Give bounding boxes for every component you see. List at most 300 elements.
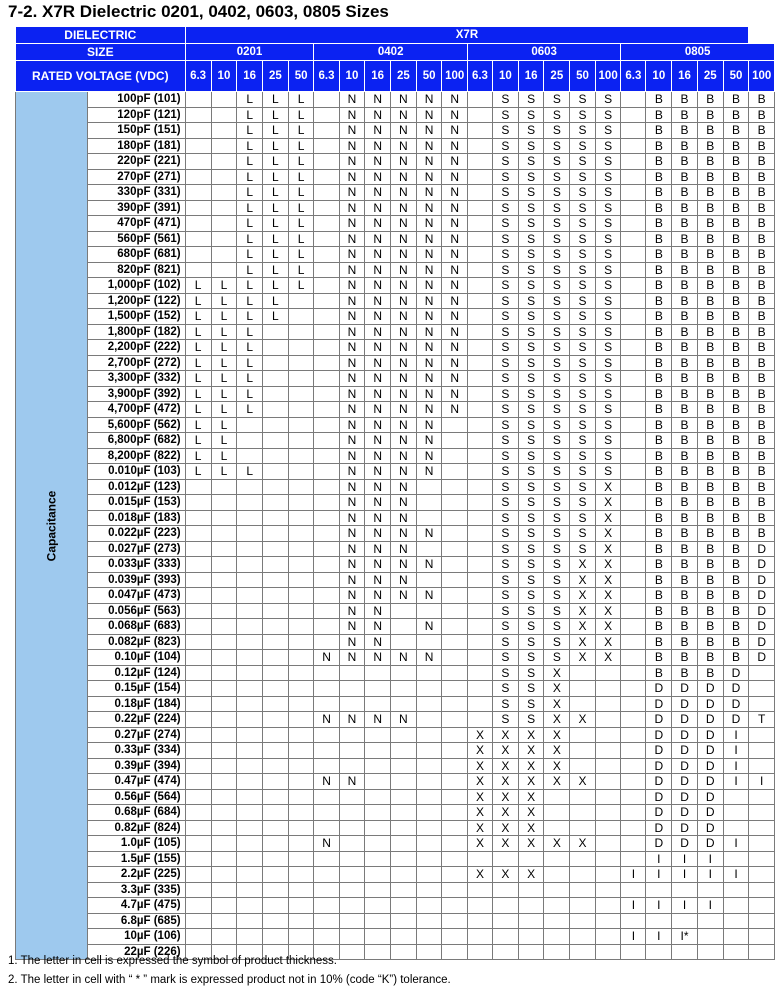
thickness-code-cell: [263, 882, 289, 898]
thickness-code-cell: S: [493, 107, 519, 123]
capacitance-value: 0.068µF (683): [87, 619, 185, 635]
thickness-code-cell: S: [570, 448, 596, 464]
thickness-code-cell: X: [570, 619, 596, 635]
thickness-code-cell: N: [442, 402, 467, 418]
thickness-code-cell: N: [416, 448, 442, 464]
thickness-code-cell: S: [493, 185, 519, 201]
thickness-code-cell: [442, 929, 467, 945]
thickness-code-cell: N: [416, 200, 442, 216]
thickness-code-cell: [467, 169, 492, 185]
thickness-code-cell: [185, 634, 211, 650]
thickness-code-cell: [442, 495, 467, 511]
thickness-code-cell: [263, 464, 289, 480]
thickness-code-cell: S: [493, 634, 519, 650]
thickness-code-cell: [339, 929, 365, 945]
thickness-code-cell: B: [646, 371, 672, 387]
thickness-code-cell: [416, 836, 442, 852]
thickness-code-cell: N: [339, 169, 365, 185]
thickness-code-cell: [391, 867, 417, 883]
thickness-code-cell: [621, 386, 646, 402]
thickness-code-cell: S: [518, 92, 544, 108]
thickness-code-cell: [416, 882, 442, 898]
thickness-code-cell: [185, 836, 211, 852]
thickness-code-cell: [518, 898, 544, 914]
thickness-code-cell: [467, 634, 492, 650]
thickness-code-cell: [211, 634, 237, 650]
thickness-code-cell: [467, 185, 492, 201]
thickness-code-cell: [493, 944, 519, 960]
thickness-code-cell: [595, 913, 620, 929]
thickness-code-cell: [314, 216, 339, 232]
thickness-code-cell: S: [493, 355, 519, 371]
table-row: [16, 355, 775, 371]
thickness-code-cell: [211, 867, 237, 883]
thickness-code-cell: [211, 619, 237, 635]
capacitance-value: 0.022µF (223): [87, 526, 185, 542]
thickness-code-cell: S: [595, 464, 620, 480]
thickness-code-cell: [365, 727, 391, 743]
thickness-code-cell: [467, 510, 492, 526]
thickness-code-cell: [211, 541, 237, 557]
thickness-code-cell: [314, 913, 339, 929]
thickness-code-cell: [493, 929, 519, 945]
thickness-code-cell: [237, 634, 263, 650]
thickness-code-cell: S: [518, 340, 544, 356]
thickness-code-cell: X: [493, 789, 519, 805]
thickness-code-cell: N: [365, 355, 391, 371]
thickness-code-cell: [185, 743, 211, 759]
thickness-code-cell: [467, 495, 492, 511]
size-row: [16, 44, 775, 61]
thickness-code-cell: S: [493, 231, 519, 247]
thickness-code-cell: [365, 805, 391, 821]
thickness-code-cell: X: [570, 650, 596, 666]
thickness-code-cell: S: [544, 200, 570, 216]
thickness-code-cell: B: [723, 107, 749, 123]
table-row: [16, 712, 775, 728]
thickness-code-cell: N: [365, 247, 391, 263]
thickness-code-cell: L: [185, 386, 211, 402]
thickness-code-cell: B: [723, 278, 749, 294]
thickness-code-cell: N: [416, 371, 442, 387]
capacitance-value: 0.010µF (103): [87, 464, 185, 480]
thickness-code-cell: B: [697, 479, 723, 495]
thickness-code-cell: [263, 681, 289, 697]
thickness-code-cell: S: [544, 216, 570, 232]
thickness-code-cell: [621, 712, 646, 728]
thickness-code-cell: [288, 712, 314, 728]
thickness-code-cell: N: [365, 154, 391, 170]
thickness-code-cell: S: [570, 247, 596, 263]
thickness-code-cell: X: [544, 758, 570, 774]
thickness-code-cell: [288, 355, 314, 371]
thickness-code-cell: B: [672, 216, 698, 232]
thickness-code-cell: S: [518, 712, 544, 728]
thickness-code-cell: [263, 510, 289, 526]
thickness-code-cell: B: [672, 309, 698, 325]
thickness-code-cell: S: [518, 107, 544, 123]
thickness-code-cell: N: [339, 464, 365, 480]
thickness-code-cell: [185, 867, 211, 883]
thickness-code-cell: N: [339, 650, 365, 666]
capacitance-value: 820pF (821): [87, 262, 185, 278]
thickness-code-cell: [391, 634, 417, 650]
thickness-code-cell: [288, 309, 314, 325]
thickness-code-cell: [391, 944, 417, 960]
thickness-code-cell: S: [518, 495, 544, 511]
table-row: [16, 123, 775, 139]
thickness-code-cell: N: [391, 510, 417, 526]
thickness-code-cell: [621, 820, 646, 836]
thickness-code-cell: [288, 619, 314, 635]
thickness-code-cell: [391, 882, 417, 898]
thickness-code-cell: [416, 479, 442, 495]
thickness-code-cell: [621, 417, 646, 433]
thickness-code-cell: [263, 324, 289, 340]
thickness-code-cell: [391, 805, 417, 821]
capacitance-value: 1,500pF (152): [87, 309, 185, 325]
thickness-code-cell: D: [723, 665, 749, 681]
thickness-code-cell: D: [646, 805, 672, 821]
thickness-code-cell: [595, 851, 620, 867]
thickness-code-cell: [288, 727, 314, 743]
thickness-code-cell: S: [570, 464, 596, 480]
thickness-code-cell: [749, 805, 775, 821]
thickness-code-cell: B: [697, 619, 723, 635]
thickness-code-cell: [339, 913, 365, 929]
thickness-code-cell: [621, 371, 646, 387]
thickness-code-cell: [263, 913, 289, 929]
thickness-code-cell: [211, 107, 237, 123]
thickness-code-cell: [621, 727, 646, 743]
thickness-code-cell: I: [646, 898, 672, 914]
capacitance-value: 0.056µF (563): [87, 603, 185, 619]
thickness-code-cell: N: [365, 433, 391, 449]
capacitance-value: 120pF (121): [87, 107, 185, 123]
thickness-code-cell: N: [416, 557, 442, 573]
thickness-code-cell: [749, 913, 775, 929]
thickness-code-cell: [467, 278, 492, 294]
thickness-code-cell: [237, 789, 263, 805]
thickness-code-cell: L: [263, 200, 289, 216]
thickness-code-cell: S: [544, 557, 570, 573]
thickness-code-cell: [570, 944, 596, 960]
thickness-code-cell: [749, 898, 775, 914]
capacitance-value: 1.0µF (105): [87, 836, 185, 852]
thickness-code-cell: [544, 898, 570, 914]
thickness-code-cell: X: [518, 805, 544, 821]
thickness-code-cell: B: [672, 402, 698, 418]
thickness-code-cell: B: [646, 448, 672, 464]
thickness-code-cell: B: [672, 355, 698, 371]
thickness-code-cell: [621, 634, 646, 650]
thickness-code-cell: D: [723, 712, 749, 728]
thickness-code-cell: [570, 665, 596, 681]
thickness-code-cell: N: [391, 262, 417, 278]
thickness-code-cell: B: [672, 541, 698, 557]
thickness-code-cell: [237, 603, 263, 619]
thickness-code-cell: [391, 929, 417, 945]
thickness-code-cell: [442, 665, 467, 681]
thickness-code-cell: I: [723, 758, 749, 774]
voltage-header: 10: [339, 61, 365, 92]
voltage-header: 10: [493, 61, 519, 92]
thickness-code-cell: D: [749, 650, 775, 666]
thickness-code-cell: N: [365, 231, 391, 247]
thickness-code-cell: L: [211, 355, 237, 371]
thickness-code-cell: X: [570, 774, 596, 790]
thickness-code-cell: N: [339, 293, 365, 309]
voltage-header: 100: [595, 61, 620, 92]
thickness-code-cell: [416, 898, 442, 914]
thickness-code-cell: S: [493, 200, 519, 216]
thickness-code-cell: N: [339, 247, 365, 263]
dielectric-row: [16, 27, 775, 44]
thickness-code-cell: N: [339, 92, 365, 108]
thickness-code-cell: [467, 123, 492, 139]
thickness-code-cell: B: [697, 262, 723, 278]
thickness-code-cell: [391, 851, 417, 867]
thickness-code-cell: [467, 619, 492, 635]
thickness-code-cell: [467, 402, 492, 418]
thickness-code-cell: S: [518, 588, 544, 604]
thickness-code-cell: X: [467, 805, 492, 821]
thickness-code-cell: B: [646, 278, 672, 294]
thickness-code-cell: B: [723, 510, 749, 526]
capacitance-value: 1,000pF (102): [87, 278, 185, 294]
thickness-code-cell: D: [646, 836, 672, 852]
thickness-code-cell: X: [595, 541, 620, 557]
voltage-header: 10: [211, 61, 237, 92]
thickness-code-cell: [621, 123, 646, 139]
thickness-code-cell: N: [339, 417, 365, 433]
thickness-code-cell: [544, 913, 570, 929]
thickness-code-cell: B: [672, 340, 698, 356]
thickness-code-cell: L: [237, 169, 263, 185]
thickness-code-cell: [442, 541, 467, 557]
thickness-code-cell: B: [697, 123, 723, 139]
thickness-code-cell: S: [493, 247, 519, 263]
table-row: [16, 541, 775, 557]
thickness-code-cell: B: [672, 324, 698, 340]
thickness-code-cell: X: [595, 526, 620, 542]
thickness-code-cell: B: [646, 495, 672, 511]
thickness-code-cell: [263, 603, 289, 619]
thickness-code-cell: B: [672, 464, 698, 480]
thickness-code-cell: [185, 123, 211, 139]
thickness-code-cell: B: [697, 231, 723, 247]
thickness-code-cell: B: [723, 262, 749, 278]
thickness-code-cell: X: [544, 665, 570, 681]
thickness-code-cell: L: [288, 231, 314, 247]
thickness-code-cell: X: [595, 603, 620, 619]
thickness-code-cell: B: [749, 231, 775, 247]
thickness-code-cell: L: [237, 278, 263, 294]
thickness-code-cell: [211, 836, 237, 852]
thickness-code-cell: B: [672, 619, 698, 635]
thickness-code-cell: N: [442, 371, 467, 387]
thickness-code-cell: [288, 758, 314, 774]
thickness-code-cell: N: [339, 526, 365, 542]
thickness-code-cell: S: [595, 262, 620, 278]
thickness-code-cell: L: [237, 123, 263, 139]
thickness-code-cell: [211, 526, 237, 542]
thickness-code-cell: S: [493, 665, 519, 681]
thickness-code-cell: [263, 805, 289, 821]
thickness-code-cell: [288, 433, 314, 449]
thickness-code-cell: N: [339, 324, 365, 340]
thickness-code-cell: B: [697, 541, 723, 557]
capacitance-value: 0.33µF (334): [87, 743, 185, 759]
thickness-code-cell: B: [672, 448, 698, 464]
thickness-code-cell: [263, 820, 289, 836]
thickness-code-cell: B: [749, 138, 775, 154]
thickness-code-cell: S: [518, 402, 544, 418]
thickness-code-cell: X: [518, 820, 544, 836]
thickness-code-cell: [416, 867, 442, 883]
thickness-code-cell: N: [365, 526, 391, 542]
thickness-code-cell: S: [544, 541, 570, 557]
table-row: [16, 185, 775, 201]
thickness-code-cell: X: [493, 820, 519, 836]
thickness-code-cell: S: [544, 650, 570, 666]
thickness-code-cell: [339, 867, 365, 883]
thickness-code-cell: [442, 867, 467, 883]
thickness-code-cell: S: [544, 247, 570, 263]
thickness-code-cell: [442, 681, 467, 697]
thickness-code-cell: B: [672, 526, 698, 542]
thickness-code-cell: B: [646, 138, 672, 154]
thickness-code-cell: [211, 154, 237, 170]
thickness-code-cell: [185, 696, 211, 712]
thickness-code-cell: L: [237, 107, 263, 123]
thickness-code-cell: [314, 417, 339, 433]
thickness-code-cell: L: [288, 262, 314, 278]
thickness-code-cell: [185, 169, 211, 185]
capacitance-value: 0.47µF (474): [87, 774, 185, 790]
thickness-code-cell: L: [288, 123, 314, 139]
thickness-code-cell: [621, 231, 646, 247]
thickness-code-cell: N: [339, 355, 365, 371]
thickness-code-cell: B: [646, 247, 672, 263]
thickness-code-cell: S: [493, 340, 519, 356]
thickness-code-cell: [442, 758, 467, 774]
thickness-code-cell: [570, 913, 596, 929]
thickness-code-cell: L: [211, 278, 237, 294]
thickness-code-cell: [365, 882, 391, 898]
thickness-code-cell: [185, 541, 211, 557]
thickness-code-cell: N: [339, 510, 365, 526]
thickness-code-cell: [442, 898, 467, 914]
capacitance-value: 0.012µF (123): [87, 479, 185, 495]
thickness-code-cell: [442, 727, 467, 743]
thickness-code-cell: [544, 929, 570, 945]
thickness-code-cell: [314, 619, 339, 635]
thickness-code-cell: S: [570, 293, 596, 309]
thickness-code-cell: S: [518, 185, 544, 201]
thickness-code-cell: [263, 851, 289, 867]
thickness-code-cell: [237, 696, 263, 712]
thickness-code-cell: [621, 138, 646, 154]
thickness-code-cell: S: [493, 479, 519, 495]
thickness-code-cell: X: [467, 820, 492, 836]
thickness-code-cell: L: [237, 402, 263, 418]
thickness-code-cell: S: [493, 169, 519, 185]
thickness-code-cell: B: [697, 650, 723, 666]
thickness-code-cell: N: [365, 464, 391, 480]
thickness-code-cell: [442, 944, 467, 960]
capacitance-value: 150pF (151): [87, 123, 185, 139]
thickness-code-cell: N: [391, 417, 417, 433]
thickness-code-cell: N: [339, 557, 365, 573]
thickness-code-cell: B: [697, 138, 723, 154]
thickness-code-cell: B: [646, 572, 672, 588]
thickness-code-cell: [211, 789, 237, 805]
capacitance-value: 3.3µF (335): [87, 882, 185, 898]
thickness-code-cell: L: [237, 293, 263, 309]
thickness-code-cell: N: [339, 774, 365, 790]
thickness-code-cell: D: [749, 588, 775, 604]
table-row: [16, 743, 775, 759]
thickness-code-cell: S: [518, 634, 544, 650]
thickness-code-cell: [442, 619, 467, 635]
thickness-code-cell: [749, 789, 775, 805]
thickness-code-cell: L: [263, 169, 289, 185]
thickness-code-cell: [237, 572, 263, 588]
thickness-code-cell: N: [416, 169, 442, 185]
thickness-code-cell: B: [672, 92, 698, 108]
voltage-header: 25: [544, 61, 570, 92]
thickness-code-cell: [185, 107, 211, 123]
thickness-code-cell: D: [749, 619, 775, 635]
thickness-code-cell: [442, 789, 467, 805]
thickness-code-cell: [185, 898, 211, 914]
thickness-code-cell: [442, 464, 467, 480]
thickness-code-cell: L: [211, 464, 237, 480]
thickness-code-cell: [621, 169, 646, 185]
thickness-code-cell: X: [544, 774, 570, 790]
thickness-code-cell: N: [365, 371, 391, 387]
thickness-code-cell: B: [646, 665, 672, 681]
thickness-code-cell: S: [595, 216, 620, 232]
thickness-code-cell: [185, 619, 211, 635]
thickness-code-cell: [237, 727, 263, 743]
capacitance-value: 4.7µF (475): [87, 898, 185, 914]
thickness-code-cell: S: [493, 433, 519, 449]
thickness-code-cell: [697, 944, 723, 960]
thickness-code-cell: S: [595, 185, 620, 201]
thickness-code-cell: [391, 913, 417, 929]
thickness-code-cell: B: [646, 650, 672, 666]
thickness-code-cell: [391, 727, 417, 743]
thickness-code-cell: [211, 572, 237, 588]
thickness-code-cell: B: [646, 154, 672, 170]
thickness-code-cell: B: [646, 123, 672, 139]
thickness-code-cell: [237, 557, 263, 573]
thickness-code-cell: B: [723, 557, 749, 573]
thickness-code-cell: S: [595, 433, 620, 449]
thickness-code-cell: [339, 727, 365, 743]
voltage-row: [16, 61, 775, 92]
thickness-code-cell: [263, 417, 289, 433]
thickness-code-cell: [467, 355, 492, 371]
thickness-code-cell: [621, 262, 646, 278]
thickness-code-cell: [723, 913, 749, 929]
thickness-code-cell: B: [723, 433, 749, 449]
thickness-code-cell: D: [723, 681, 749, 697]
thickness-code-cell: [365, 665, 391, 681]
thickness-code-cell: [518, 929, 544, 945]
